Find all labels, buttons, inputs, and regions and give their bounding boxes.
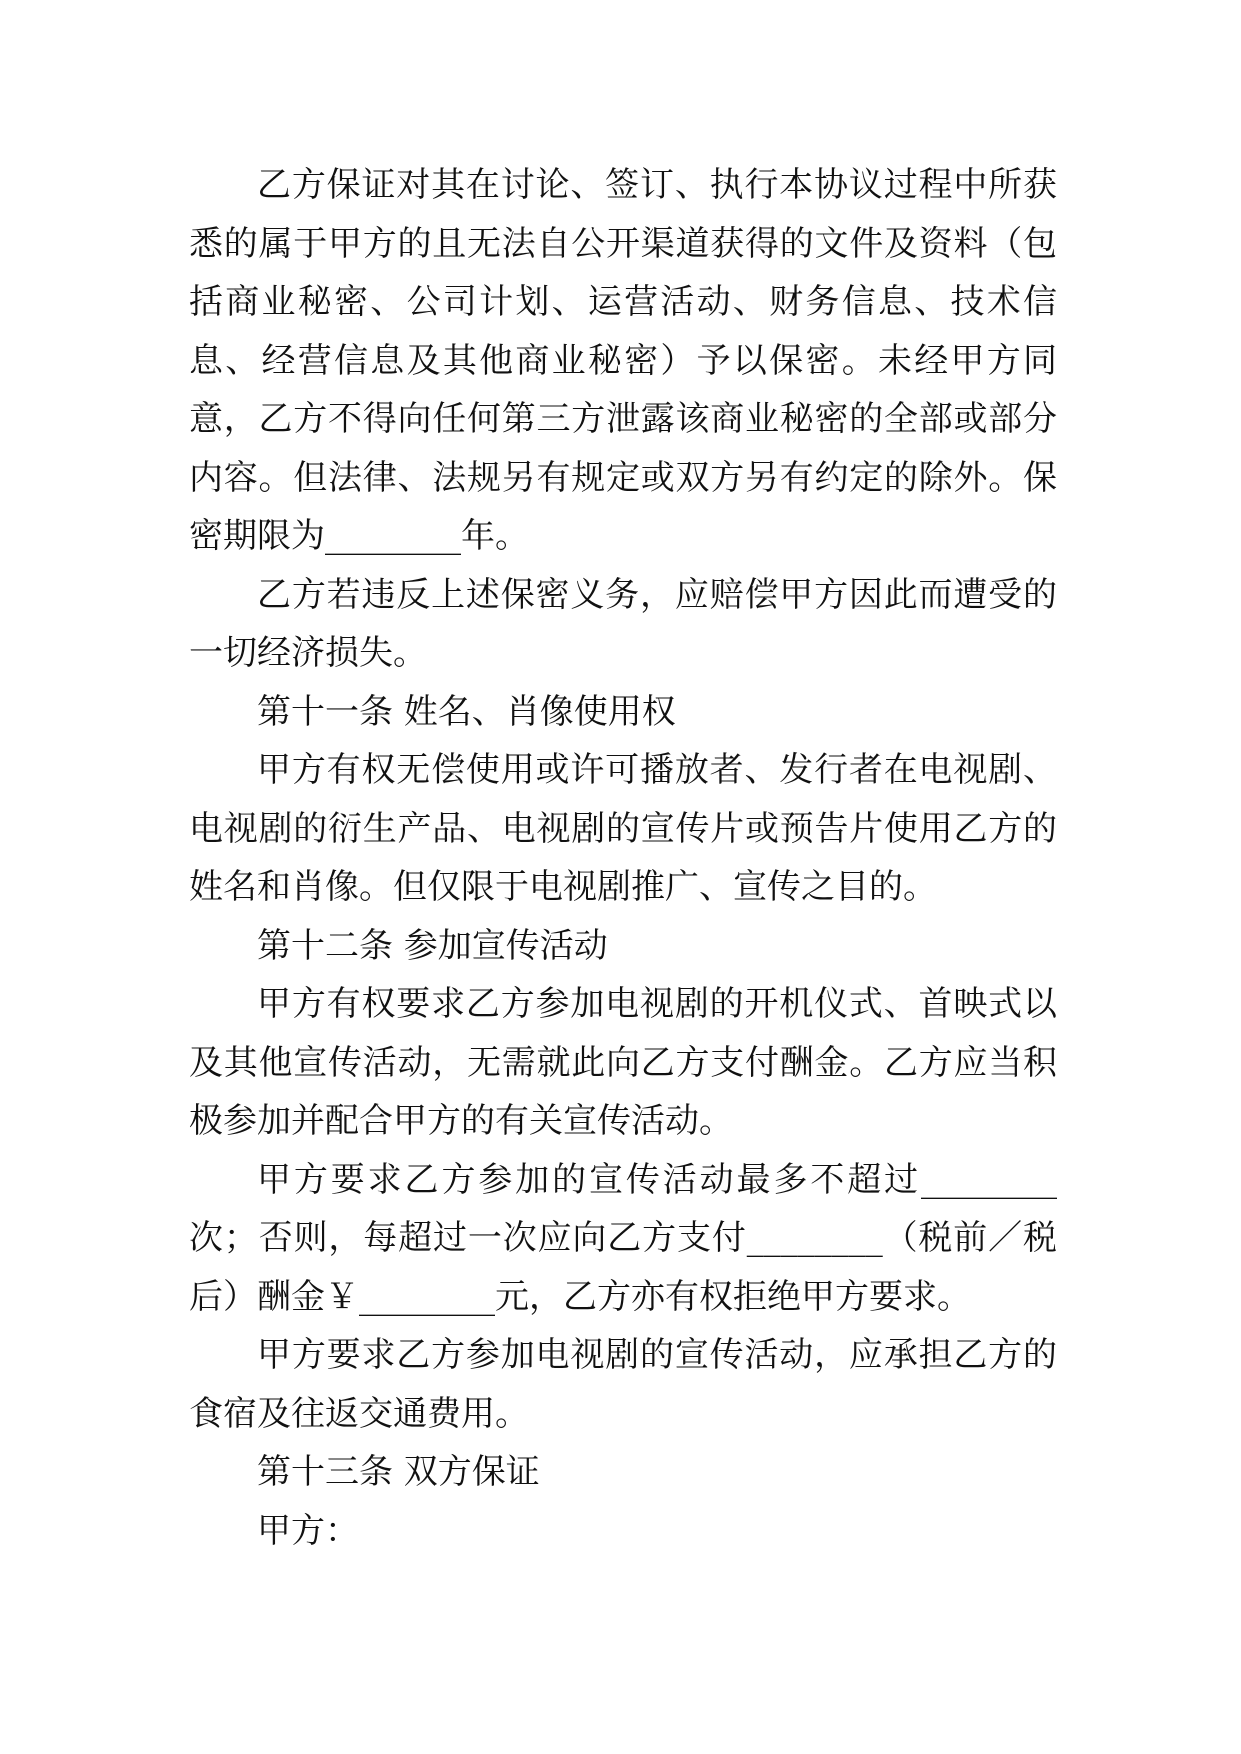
paragraph-promotion-participation: 甲方有权要求乙方参加电视剧的开机仪式、首映式以及其他宣传活动，无需就此向乙方支付酬金。乙方应当积极参加并配合甲方的有关宣传活动。 [189,984,1057,1141]
paragraph-confidentiality: 乙方保证对其在讨论、签订、执行本协议过程中所获悉的属于甲方的且无法自公开渠道获得的文件及资料（包括商业秘密、公司计划、运营活动、财务信息、技术信息、经营信息及其他商业秘密）予以保密。未经甲方同意，乙方不得向任何第三方泄露该商业秘密的全部或部分内容。但法律、法规另有规定或双方另有约定的除外。保密期限为________年。 [189,165,1057,556]
paragraph-promotion-expenses: 甲方要求乙方参加电视剧的宣传活动，应承担乙方的食宿及往返交通费用。 [189,1335,1057,1434]
article-13-heading: 第十三条 双方保证 [257,1452,540,1492]
article-11-heading: 第十一条 姓名、肖像使用权 [257,691,676,732]
article-12-heading: 第十二条 参加宣传活动 [257,925,608,966]
paragraph-breach-compensation: 乙方若违反上述保密义务，应赔偿甲方因此而遭受的一切经济损失。 [189,574,1057,673]
paragraph-name-portrait-rights: 甲方有权无偿使用或许可播放者、发行者在电视剧、电视剧的衍生产品、电视剧的宣传片或预告片使用乙方的姓名和肖像。但仅限于电视剧推广、宣传之目的。 [189,750,1057,907]
paragraph-promotion-limit: 甲方要求乙方参加的宣传活动最多不超过________次；否则，每超过一次应向乙方支付________（税前／税后）酬金￥________元，乙方亦有权拒绝甲方要求。 [189,1159,1057,1317]
document-body [189,156,1057,1560]
party-a-label: 甲方： [257,1510,359,1551]
